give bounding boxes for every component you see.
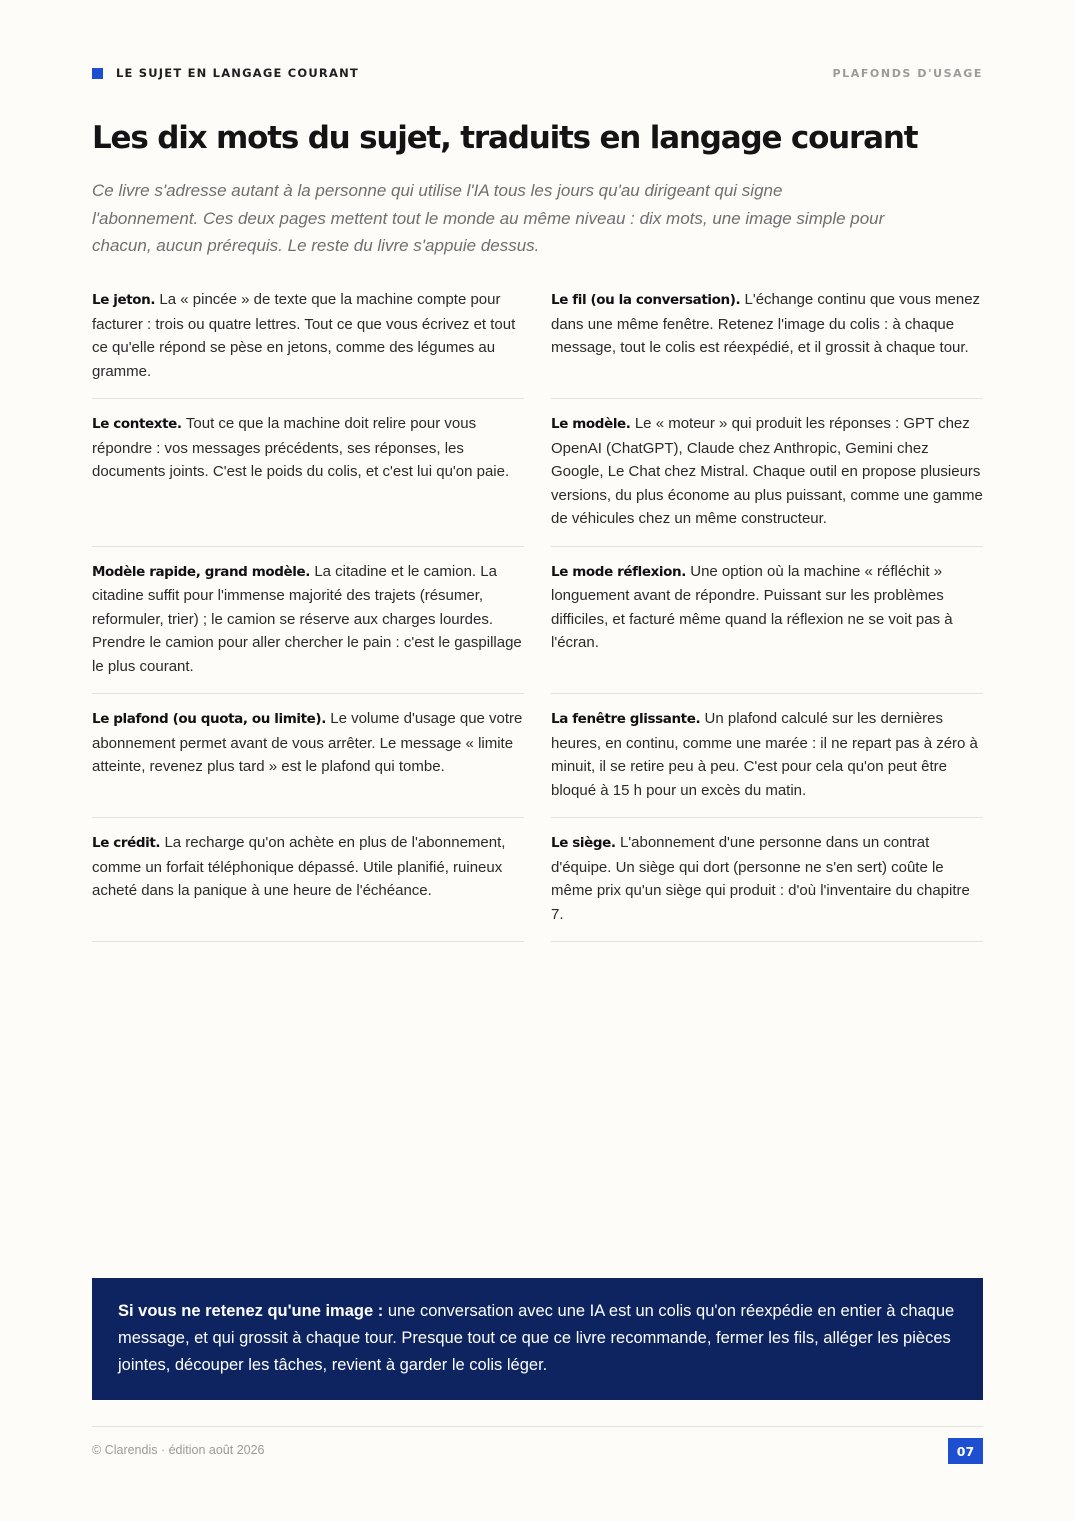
page-number-badge: 07 [948,1438,983,1464]
glossary-term: Le crédit. [92,835,165,851]
page-header [92,66,983,80]
glossary-definition: Le « moteur » qui produit les réponses : GPT chez OpenAI (ChatGPT), Claude chez Anthropic, Gemini chez Google, Le Chat chez Mistral. Chaque outil en propose plusieurs versions, du plus économe au plus puissant, comme une gamme de véhicules chez un même constructeur. [551,415,983,527]
glossary-entry-modele-rapide [92,555,524,695]
glossary-entry-fenetre-glissante [551,702,983,818]
callout-lead: Si vous ne retenez qu'une image : [118,1302,388,1320]
glossary-definition: La « pincée » de texte que la machine compte pour facturer : trois ou quatre lettres. Tout ce que vous écrivez et tout ce qu'elle répond se pèse en jetons, comme des légumes au gramme. [92,291,516,380]
glossary-definition: L'abonnement d'une personne dans un contrat d'équipe. Un siège qui dort (personne ne s'en sert) coûte le même prix qu'un siège qui produit : d'où l'inventaire du chapitre 7. [551,834,970,923]
glossary-entry-modele [551,407,983,547]
glossary-entry-siege [551,826,983,942]
glossary-term: Le siège. [551,835,620,851]
glossary-term: Modèle rapide, grand modèle. [92,563,315,580]
glossary-entry-plafond [92,702,524,818]
glossary-entry-mode-reflexion [551,555,983,695]
chapter-label: PLAFONDS D'USAGE [832,66,983,80]
footer-copyright: © Clarendis · édition août 2026 [92,1443,265,1457]
glossary-term: Le mode réflexion. [551,563,691,580]
glossary-term: La fenêtre glissante. [551,711,705,727]
glossary-entry-jeton [92,283,524,399]
glossary-grid [92,283,983,942]
glossary-definition: Une option où la machine « réfléchit » longuement avant de répondre. Puissant sur les problèmes difficiles, et facturé même quand la réflexion ne se voit pas à l'écran. [551,562,953,651]
footer-divider [92,1426,983,1427]
glossary-term: Le contexte. [92,416,186,432]
page-title: Les dix mots du sujet, traduits en langage courant [92,120,918,156]
intro-paragraph: Ce livre s'adresse autant à la personne qui utilise l'IA tous les jours qu'au dirigeant qui signe l'abonnement. Ces deux pages mettent tout le monde au même niveau : dix mots, une image simple pour chacun, aucun prérequis. Le reste du livre s'appuie dessus. [92,181,885,255]
glossary-term: Le modèle. [551,416,635,432]
glossary-term: Le fil (ou la conversation). [551,292,745,308]
glossary-definition: L'échange continu que vous menez dans une même fenêtre. Retenez l'image du colis : à chaque message, tout le colis est réexpédié, et il grossit à chaque tour. [551,291,981,356]
callout-text: une conversation avec une IA est un colis qu'on réexpédie en entier à chaque message, et qui grossit à chaque tour. Presque tout ce que ce livre recommande, fermer les fils, alléger les pièces jointes, découper les tâches, revient à garder le colis léger. [118,1302,955,1374]
glossary-entry-contexte [92,407,524,547]
glossary-definition: La recharge qu'on achète en plus de l'abonnement, comme un forfait téléphonique dépassé. Utile planifié, ruineux acheté dans la panique à une heure de l'échéance. [92,834,506,899]
glossary-definition: Le volume d'usage que votre abonnement permet avant de vous arrêter. Le message « limite atteinte, revenez plus tard » est le plafond qui tombe. [92,710,523,775]
glossary-term: Le jeton. [92,292,160,308]
section-label: LE SUJET EN LANGAGE COURANT [116,66,359,80]
section-heading [92,66,359,80]
glossary-definition: Un plafond calculé sur les dernières heures, en continu, comme une marée : il ne repart pas à zéro à minuit, il se retire peu à peu. C'est pour cela qu'on peut être bloqué à 15 h pour un excès du matin. [551,710,978,799]
glossary-entry-credit [92,826,524,942]
glossary-term: Le plafond (ou quota, ou limite). [92,711,331,727]
glossary-definition: La citadine et le camion. La citadine suffit pour l'immense majorité des trajets (résumer, reformuler, trier) ; le camion se réserve aux charges lourdes. Prendre le camion pour aller chercher le pain : c'est le gaspillage le plus courant. [92,562,522,675]
glossary-entry-fil [551,283,983,399]
key-takeaway-callout [92,1278,983,1400]
glossary-definition: Tout ce que la machine doit relire pour vous répondre : vos messages précédents, ses réponses, les documents joints. C'est le poids du colis, et c'est lui qu'on paie. [92,415,510,480]
accent-square [92,68,103,79]
